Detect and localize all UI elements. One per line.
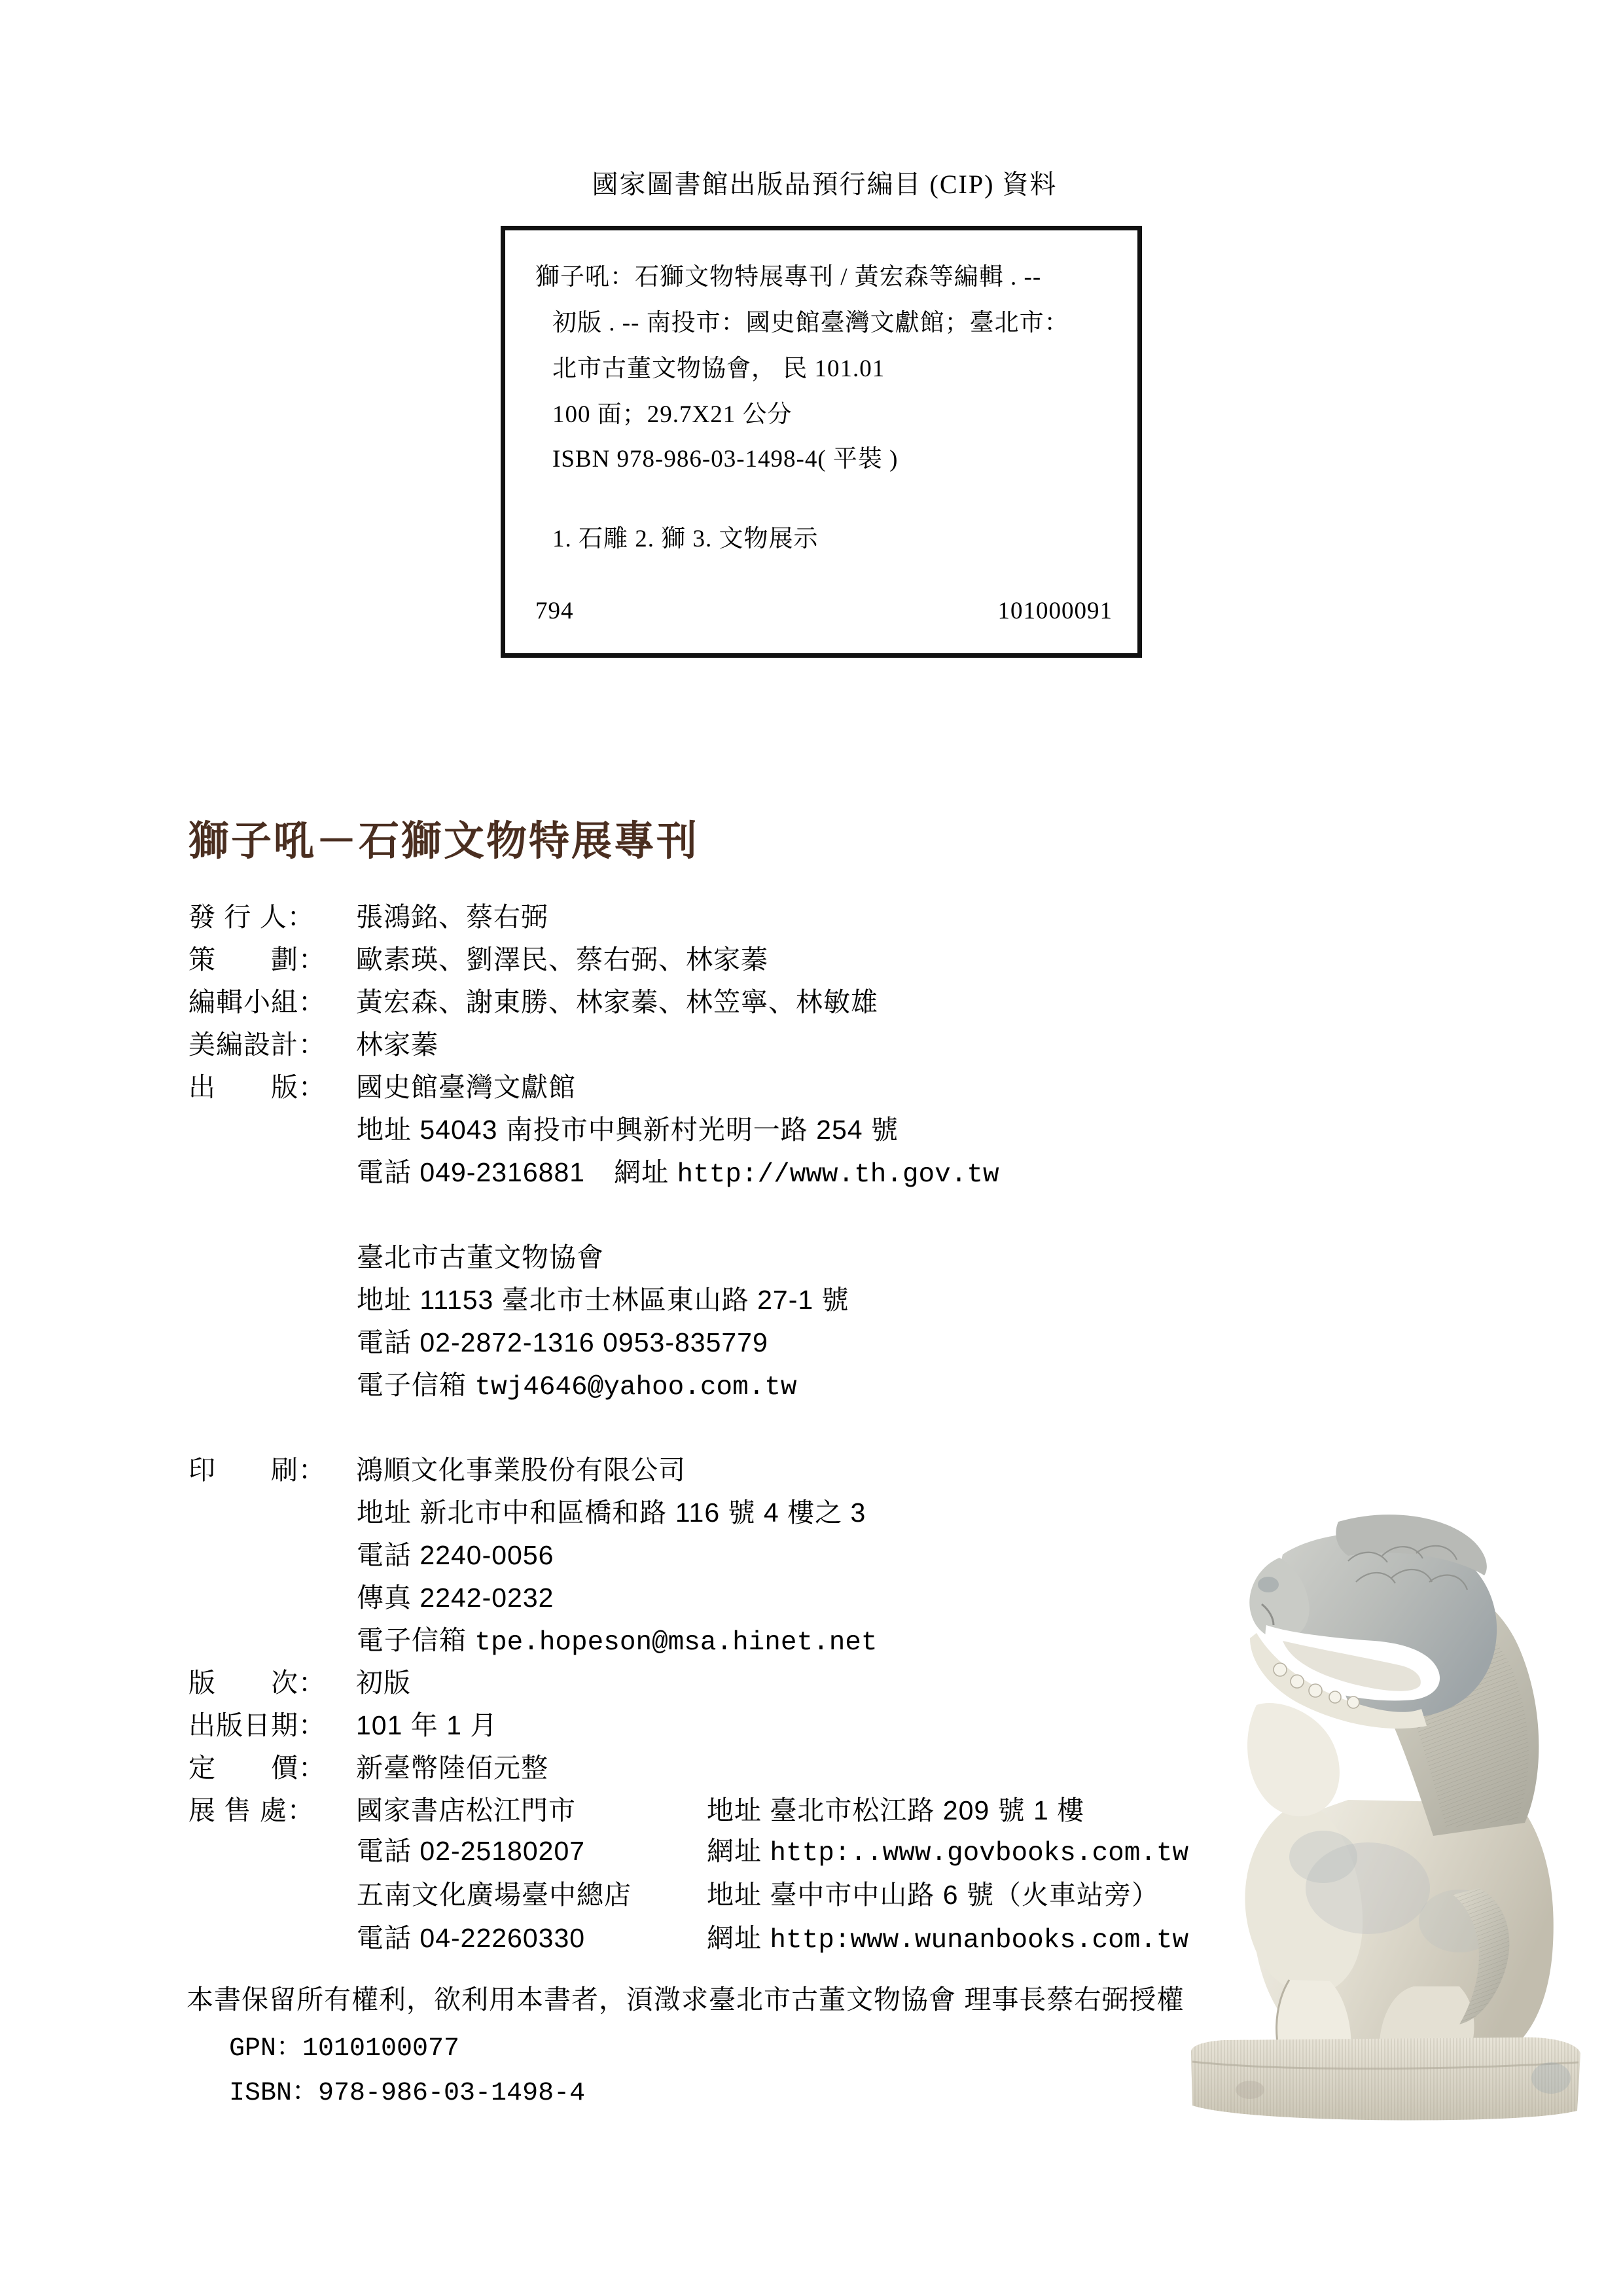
printer-address: 地址 新北市中和區橋和路 116 號 4 樓之 3: [357, 1498, 866, 1528]
outlet-1-address-label: 地址: [707, 1795, 762, 1825]
credit-label-printer: 印 刷：: [188, 1455, 326, 1485]
association-name: 臺北市古董文物協會: [357, 1242, 604, 1272]
credit-value-planner: 歐素瑛、劉澤民、蔡右弼、林家蓁: [356, 944, 768, 975]
cip-classification-number: 794: [535, 598, 574, 624]
association-address: 地址 11153 臺北市士林區東山路 27-1 號: [357, 1285, 849, 1315]
outlet-1-website-line: [707, 1829, 1188, 1869]
credit-row-planner: [188, 938, 768, 977]
association-email-line: [357, 1363, 797, 1403]
publisher-website-url: http://www.th.gov.tw: [677, 1160, 999, 1190]
credit-label-publisher-org: 出 版：: [188, 1072, 326, 1102]
credit-value-editorial-team: 黃宏森、謝東勝、林家蓁、林笠寧、林敏雄: [356, 987, 878, 1017]
cip-isbn: ISBN 978-986-03-1498-4( 平裝 ): [552, 446, 899, 473]
outlet-1-website-url: http:..www.govbooks.com.tw: [770, 1839, 1189, 1869]
outlet-1-website-label: 網址: [707, 1836, 762, 1866]
outlet-1-name: 國家書店松江門市: [356, 1795, 576, 1825]
publisher-website-label: 網址: [614, 1157, 669, 1187]
credit-value-printer: 鴻順文化事業股份有限公司: [356, 1455, 686, 1485]
credit-label-publication-date: 出版日期：: [188, 1710, 326, 1740]
credit-row-price: [188, 1746, 548, 1785]
page-title: 獅子吼－石獅文物特展專刊: [188, 819, 700, 864]
credit-value-edition: 初版: [356, 1668, 411, 1698]
credit-label-edition: 版 次：: [188, 1668, 326, 1698]
credit-row-publisher-org: [188, 1066, 576, 1104]
printer-email-line: [357, 1619, 878, 1658]
rights-notice: 本書保留所有權利，欲利用本書者，湏澂求臺北市古董文物協會 理事長蔡右弼授權: [187, 1984, 1185, 2015]
outlet-2-address-label: 地址: [707, 1880, 762, 1910]
outlet-2-website-label: 網址: [707, 1923, 762, 1953]
outlet-1-address-line: [707, 1789, 1084, 1827]
outlet-1-address: 臺北市松江路 209 號 1 樓: [770, 1795, 1085, 1825]
printer-email: tpe.hopeson@msa.hinet.net: [474, 1628, 878, 1658]
publisher-phone: 電話 049-2316881: [357, 1157, 586, 1187]
credit-row-art-design: [188, 1023, 438, 1062]
cip-edition-imprint: 初版 . -- 南投市：國史館臺灣文獻館；臺北市：: [552, 310, 1069, 336]
credit-label-planner: 策 劃：: [188, 944, 326, 975]
credit-label-outlets: 展 售 處：: [188, 1795, 315, 1825]
credit-label-price: 定 價：: [188, 1753, 326, 1783]
credit-row-edition: [188, 1661, 411, 1700]
outlet-1-phone: 電話 02-25180207: [357, 1836, 586, 1866]
outlet-2-address-line: [707, 1873, 1159, 1912]
outlet-2-phone: 電話 04-22260330: [357, 1923, 586, 1953]
outlet-2-website-url: http:www.wunanbooks.com.tw: [770, 1926, 1189, 1956]
credit-row-publication-date: [188, 1704, 497, 1742]
credit-label-publisher: 發 行 人：: [188, 902, 315, 932]
association-email: twj4646@yahoo.com.tw: [474, 1372, 797, 1403]
credit-value-price: 新臺幣陸佰元整: [356, 1753, 548, 1783]
credit-row-printer: [188, 1448, 686, 1487]
credit-row-publisher: [188, 895, 548, 934]
gpn-number: GPN：1010100077: [229, 2034, 460, 2064]
credit-row-editorial-team: [188, 980, 878, 1019]
isbn-number: ISBN：978-986-03-1498-4: [229, 2079, 586, 2108]
cip-publisher-date: 北市古董文物協會， 民 101.01: [552, 355, 885, 382]
publisher-address: 地址 54043 南投市中興新村光明一路 254 號: [357, 1115, 899, 1145]
credit-label-art-design: 美編設計：: [188, 1030, 326, 1060]
credit-row-outlets: [188, 1789, 576, 1827]
cip-subject-headings: 1. 石雕 2. 獅 3. 文物展示: [552, 526, 819, 552]
cip-physical-description: 100 面；29.7X21 公分: [552, 401, 793, 428]
outlet-2-name: 五南文化廣場臺中總店: [357, 1880, 632, 1910]
cip-card-number: 101000091: [997, 598, 1113, 624]
cip-heading: 國家圖書館出版品預行編目 (CIP) 資料: [592, 170, 1058, 199]
publisher-contact-line: [357, 1151, 999, 1190]
credit-value-publisher: 張鴻銘、蔡右弼: [356, 902, 548, 932]
association-email-label: 電子信箱: [357, 1370, 467, 1400]
credit-label-editorial-team: 編輯小組：: [188, 987, 326, 1017]
cip-title-statement: 獅子吼：石獅文物特展專刊 / 黃宏森等編輯 . --: [535, 264, 1042, 291]
credit-value-publication-date: 101 年 1 月: [356, 1710, 498, 1740]
outlet-2-website-line: [707, 1916, 1188, 1956]
outlet-2-address: 臺中市中山路 6 號（火車站旁）: [770, 1880, 1159, 1910]
printer-fax: 傳真 2242-0232: [357, 1583, 554, 1613]
association-phone: 電話 02-2872-1316 0953-835779: [357, 1327, 768, 1357]
printer-email-label: 電子信箱: [357, 1625, 467, 1655]
credit-value-art-design: 林家蓁: [356, 1030, 438, 1060]
printer-phone: 電話 2240-0056: [357, 1540, 554, 1570]
credit-value-publisher-org: 國史館臺灣文獻館: [356, 1072, 576, 1102]
